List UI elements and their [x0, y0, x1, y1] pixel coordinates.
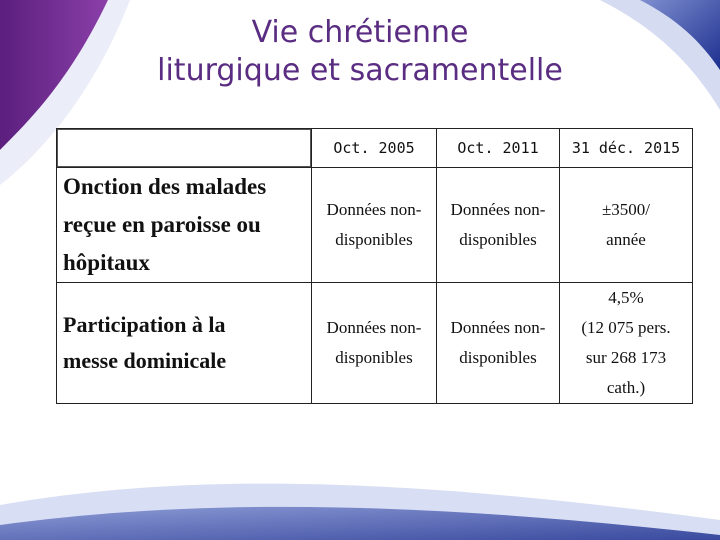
cell-participation-2005: Données non- disponibles	[312, 283, 437, 404]
row-label-participation: Participation à la messe dominicale	[57, 283, 312, 404]
title-line-1: Vie chrétienne	[251, 15, 469, 50]
cell-participation-2011: Données non- disponibles	[437, 283, 560, 404]
header-dec-2015: 31 déc. 2015	[560, 129, 693, 168]
table-row	[57, 283, 693, 404]
cell-onction-2015: ±3500/ année	[560, 168, 693, 283]
header-oct-2005: Oct. 2005	[312, 129, 437, 168]
header-empty-cell	[57, 129, 312, 168]
slide-title	[120, 14, 600, 90]
cell-onction-2011: Données non- disponibles	[437, 168, 560, 283]
data-table	[56, 128, 693, 404]
table-row	[57, 168, 693, 283]
cell-participation-2015: 4,5% (12 075 pers. sur 268 173 cath.)	[560, 283, 693, 404]
header-oct-2011: Oct. 2011	[437, 129, 560, 168]
table-header-row	[57, 129, 693, 168]
title-line-2: liturgique et sacramentelle	[157, 53, 563, 88]
cell-onction-2005: Données non- disponibles	[312, 168, 437, 283]
row-label-onction: Onction des malades reçue en paroisse ou hôpitaux	[57, 168, 312, 283]
